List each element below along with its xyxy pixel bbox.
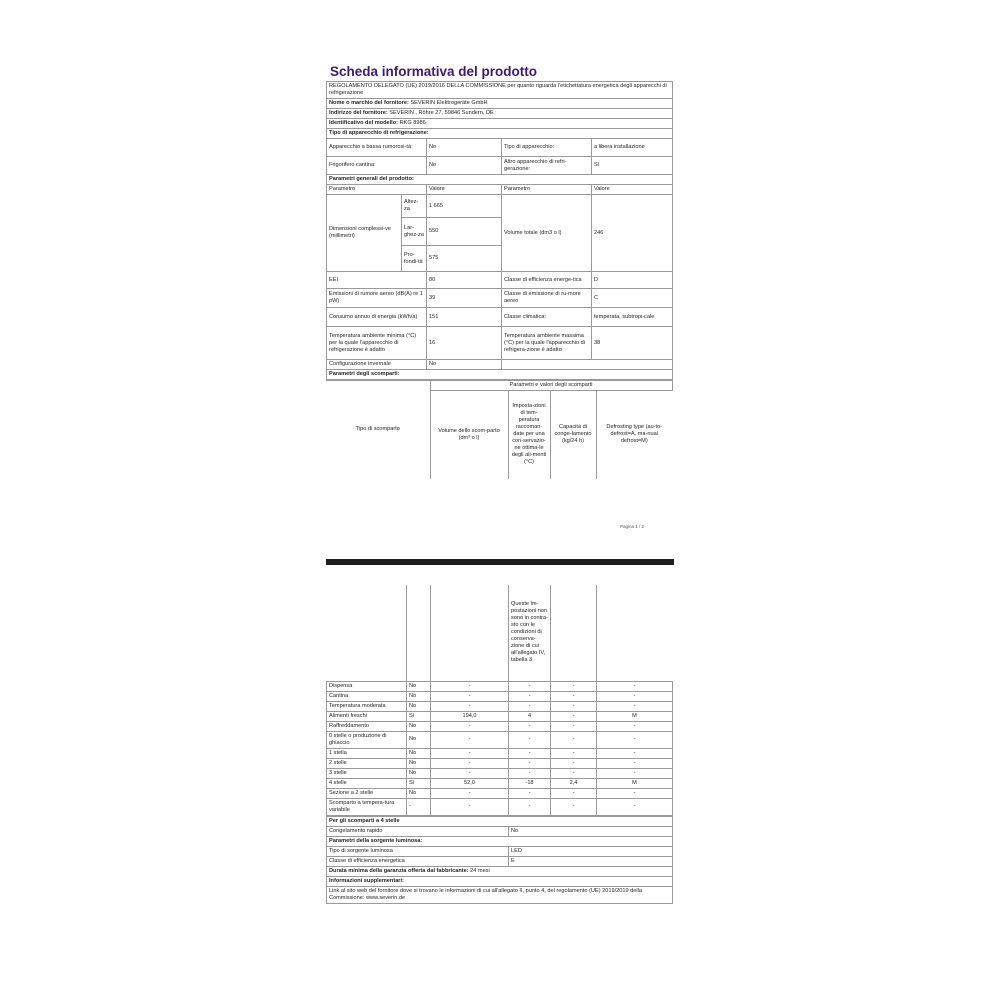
- col-value-2: Valore: [592, 185, 673, 195]
- compartment-volume: -: [431, 731, 509, 748]
- climate-value: temperata, subtropi-cale: [592, 308, 673, 327]
- compartment-defrost: -: [597, 721, 673, 731]
- compartment-present: No: [407, 748, 431, 758]
- light-class-row: [327, 856, 673, 866]
- compartment-defrost: M: [597, 778, 673, 788]
- supplier-link-text: Link al sito web del fornitore dove si trovano le informazioni di cui all'allegato II, punto 4, del regolamento (UE) 2019/2019 della Commissione: www.severin.de: [327, 886, 673, 903]
- supplier-row: [327, 99, 673, 109]
- comp-col-temp: Imposta-zioni di tem-peratura raccoman-date per una con-servazio-ne ottima-le degli ali-menti (°C): [508, 391, 550, 479]
- supplier-label: Nome o marchio del fornitore:: [329, 100, 409, 106]
- compartment-temp: -: [509, 731, 551, 748]
- compartment-freeze: -: [551, 681, 597, 691]
- compartment-temp: -: [509, 701, 551, 711]
- warranty-value: 24 mesi: [470, 867, 490, 874]
- light-type-row: [327, 846, 673, 856]
- other-label: Altro apparecchio di refri-gerazione:: [502, 157, 592, 175]
- compartment-present: No: [407, 758, 431, 768]
- rapid-freeze-label: Congelamento rapido: [327, 826, 509, 836]
- comp-col-type: Tipo di scomparto: [326, 381, 430, 479]
- depth-label: Pro-fondi-tà: [402, 246, 427, 272]
- compartment-row: [327, 681, 673, 691]
- compartment-temp: -: [509, 758, 551, 768]
- device-type-label: Tipo di apparecchio:: [502, 139, 592, 157]
- compartment-volume: -: [431, 701, 509, 711]
- general-header-row: [327, 175, 673, 185]
- rapid-freeze-row: [327, 826, 673, 836]
- light-class-value: E: [509, 856, 673, 866]
- compartment-present: No: [407, 731, 431, 748]
- compartment-temp: -: [509, 681, 551, 691]
- max-temp-label: Temperatura ambiente massima (°C) per la quale l'apparecchio di refrigera-zione è adatto: [502, 327, 592, 360]
- compartment-freeze: -: [551, 691, 597, 701]
- compartment-row: [327, 768, 673, 778]
- compartment-present: No: [407, 681, 431, 691]
- compartment-volume: -: [431, 768, 509, 778]
- compartment-temp: -: [509, 691, 551, 701]
- comp-col-volume: Volume dello scom-parto (dm³ o l): [430, 391, 508, 479]
- compartment-name: Temperatura moderata: [327, 701, 407, 711]
- compartment-temp: -: [509, 721, 551, 731]
- device-type-value: a libera installazione: [592, 139, 673, 157]
- compartment-present: No: [407, 721, 431, 731]
- compartment-row: [327, 711, 673, 721]
- max-temp-value: 38: [592, 327, 673, 360]
- info-header-row: [327, 876, 673, 886]
- link-row: [327, 886, 673, 903]
- compartment-volume: -: [431, 691, 509, 701]
- compartment-row: [327, 721, 673, 731]
- wine-label: Frigorifero cantina:: [327, 157, 427, 175]
- info-header: Informazioni supplementari:: [327, 876, 673, 886]
- light-header: Parametri della sorgente luminosa:: [327, 836, 673, 846]
- low-noise-label: Apparecchio a bassa rumorosi-tà:: [327, 139, 427, 157]
- compartment-temp: -: [509, 768, 551, 778]
- noise-class-value: C: [592, 289, 673, 308]
- consumption-row: [327, 308, 673, 327]
- consumption-label: Consumo annuo di energia (kWh/a): [327, 308, 427, 327]
- document-page-2: [326, 585, 672, 940]
- compartment-freeze: -: [551, 721, 597, 731]
- compartment-present: Sì: [407, 711, 431, 721]
- compartment-freeze: 2,4: [551, 778, 597, 788]
- compartment-volume: 52,0: [431, 778, 509, 788]
- winter-row: [327, 360, 673, 370]
- compartment-row: [327, 758, 673, 768]
- compartment-freeze: -: [551, 768, 597, 778]
- address-label: Indirizzo del fornitore:: [329, 110, 388, 116]
- compartment-name: 4 stelle: [327, 778, 407, 788]
- compartment-present: No: [407, 768, 431, 778]
- compartment-row: [327, 701, 673, 711]
- model-label: Identificativo del modello:: [329, 120, 398, 126]
- compartment-volume: -: [431, 748, 509, 758]
- compartment-freeze: -: [551, 758, 597, 768]
- type-header: Tipo di apparecchio di refrigerazione:: [327, 129, 673, 139]
- compartment-volume: -: [431, 798, 509, 815]
- volume-label: Volume totale (dm3 o l): [502, 195, 592, 272]
- compartment-temp: -: [509, 748, 551, 758]
- compartment-defrost: M: [597, 711, 673, 721]
- compartment-defrost: -: [597, 768, 673, 778]
- eei-row: [327, 272, 673, 289]
- comp-sub-header-row: [326, 381, 672, 391]
- page-separator: [326, 559, 674, 565]
- model-value: RKG 8986: [399, 120, 426, 126]
- compartment-name: Scomparto a tempera-tura variabile: [327, 798, 407, 815]
- climate-label: Classe climatica:: [502, 308, 592, 327]
- compartment-volume: -: [431, 788, 509, 798]
- width-label: Lar-ghez-za: [402, 218, 427, 246]
- compartment-temp: -: [509, 788, 551, 798]
- compartment-name: 3 stelle: [327, 768, 407, 778]
- footer-table: [326, 816, 673, 904]
- noise-value: 39: [427, 289, 502, 308]
- compartment-defrost: -: [597, 731, 673, 748]
- compartment-row: [327, 788, 673, 798]
- noise-row: [327, 289, 673, 308]
- compartment-name: Sezione a 2 stelle: [327, 788, 407, 798]
- compartment-name: Dispensa: [327, 681, 407, 691]
- compartment-defrost: -: [597, 748, 673, 758]
- rapid-freeze-value: No: [509, 826, 673, 836]
- light-class-label: Classe di efficienza energetica: [327, 856, 509, 866]
- compartment-volume: -: [431, 721, 509, 731]
- height-value: 1 665: [427, 195, 502, 218]
- compartment-freeze: -: [551, 731, 597, 748]
- temp-note: Queste im-postazioni non sono in contra-sto con le condizioni di conserva-zione di cui all'allegato IV, tabella 3: [509, 585, 551, 681]
- consumption-value: 151: [427, 308, 502, 327]
- compartment-row: [327, 798, 673, 815]
- light-type-label: Tipo di sorgente luminosa: [327, 846, 509, 856]
- wine-value: No: [427, 157, 502, 175]
- comp-header: Parametri degli scomparti:: [327, 370, 673, 380]
- noise-class-label: Classe di emissione di ru-more aereo: [502, 289, 592, 308]
- dimensions-label: Dimensioni complessi-ve (millimetri): [327, 195, 402, 272]
- address-value: SEVERIN , Röhre 27, 59846 Sundern, DE: [389, 110, 494, 116]
- low-noise-row: [327, 139, 673, 157]
- compartment-temp: -: [509, 798, 551, 815]
- compartment-volume: 194,0: [431, 711, 509, 721]
- product-info-table: [326, 81, 673, 380]
- compartment-name: Alimenti freschi: [327, 711, 407, 721]
- supplier-value: SEVERIN Elektrogeräte GmbH: [410, 100, 488, 106]
- compartment-defrost: -: [597, 788, 673, 798]
- compartment-header-table: [326, 380, 673, 479]
- light-type-value: LED: [509, 846, 673, 856]
- temp-note-row: [327, 585, 673, 681]
- warranty-row: [327, 866, 673, 876]
- compartment-present: No: [407, 701, 431, 711]
- compartment-freeze: -: [551, 798, 597, 815]
- height-label: Altez-za: [402, 195, 427, 218]
- col-param-1: Parametro: [327, 185, 427, 195]
- min-temp-value: 16: [427, 327, 502, 360]
- height-row: [327, 195, 673, 218]
- general-header: Parametri generali del prodotto:: [327, 175, 673, 185]
- compartment-freeze: -: [551, 701, 597, 711]
- compartment-name: 2 stelle: [327, 758, 407, 768]
- compartment-table: [326, 585, 673, 816]
- compartment-temp: -18: [509, 778, 551, 788]
- energy-class-value: D: [592, 272, 673, 289]
- compartment-rows: [327, 681, 673, 815]
- compartment-row: [327, 748, 673, 758]
- compartment-freeze: -: [551, 788, 597, 798]
- compartment-name: Raffreddamento: [327, 721, 407, 731]
- compartment-freeze: -: [551, 711, 597, 721]
- compartment-defrost: -: [597, 798, 673, 815]
- compartment-row: [327, 731, 673, 748]
- other-value: Sì: [592, 157, 673, 175]
- compartment-temp: 4: [509, 711, 551, 721]
- compartment-present: No: [407, 691, 431, 701]
- compartment-present: No: [407, 788, 431, 798]
- winter-label: Configurazione invernale: [327, 360, 427, 370]
- temperature-row: [327, 327, 673, 360]
- comp-sub-header: Parametri e valori degli scomparti: [430, 381, 672, 391]
- compartment-defrost: -: [597, 691, 673, 701]
- compartment-name: Cantina: [327, 691, 407, 701]
- wine-row: [327, 157, 673, 175]
- compartment-defrost: -: [597, 701, 673, 711]
- comp-col-defrost: Defrosting type (au-to-defrost=A, ma-nual defrost=M): [596, 391, 672, 479]
- compartment-volume: -: [431, 681, 509, 691]
- regulation-text: REGOLAMENTO DELEGATO (UE) 2019/2016 DELLA COMMISSIONE per quanto riguarda l'etichettatura energetica degli apparecchi di refrigerazione: [327, 82, 673, 99]
- eei-label: EEI: [327, 272, 427, 289]
- depth-value: 575: [427, 246, 502, 272]
- regulation-row: [327, 82, 673, 99]
- compartment-defrost: -: [597, 681, 673, 691]
- four-star-header: Per gli scomparti a 4 stelle: [327, 816, 673, 826]
- column-header-row: [327, 185, 673, 195]
- col-value-1: Valore: [427, 185, 502, 195]
- compartment-present: -: [407, 798, 431, 815]
- document-page-1: [326, 60, 672, 542]
- light-header-row: [327, 836, 673, 846]
- compartment-defrost: -: [597, 758, 673, 768]
- compartment-freeze: -: [551, 748, 597, 758]
- page-title: Scheda informativa del prodotto: [330, 64, 538, 79]
- width-value: 550: [427, 218, 502, 246]
- type-header-row: [327, 129, 673, 139]
- eei-value: 80: [427, 272, 502, 289]
- compartment-present: Sì: [407, 778, 431, 788]
- winter-value: No: [427, 360, 502, 370]
- compartment-volume: -: [431, 758, 509, 768]
- compartment-name: 1 stella: [327, 748, 407, 758]
- address-row: [327, 109, 673, 119]
- page-number: Pagina 1 / 2: [620, 524, 645, 529]
- noise-label: Emissioni di rumore aereo (dB(A) re 1 pW): [327, 289, 427, 308]
- volume-value: 246: [592, 195, 673, 272]
- col-param-2: Parametro: [502, 185, 592, 195]
- comp-header-row: [327, 370, 673, 380]
- comp-col-freeze: Capacità di conge-lamento (kg/24 h): [550, 391, 596, 479]
- low-noise-value: No: [427, 139, 502, 157]
- min-temp-label: Temperatura ambiente minima (°C) per la quale l'apparecchio di refrigerazione è adatto: [327, 327, 427, 360]
- compartment-row: [327, 778, 673, 788]
- energy-class-label: Classe di efficienza energe-tica: [502, 272, 592, 289]
- model-row: [327, 119, 673, 129]
- compartment-name: 0 stelle o produzione di ghiaccio: [327, 731, 407, 748]
- warranty-label: Durata minima della garanzia offerta dal fabbricante:: [329, 867, 469, 874]
- compartment-row: [327, 691, 673, 701]
- four-star-header-row: [327, 816, 673, 826]
